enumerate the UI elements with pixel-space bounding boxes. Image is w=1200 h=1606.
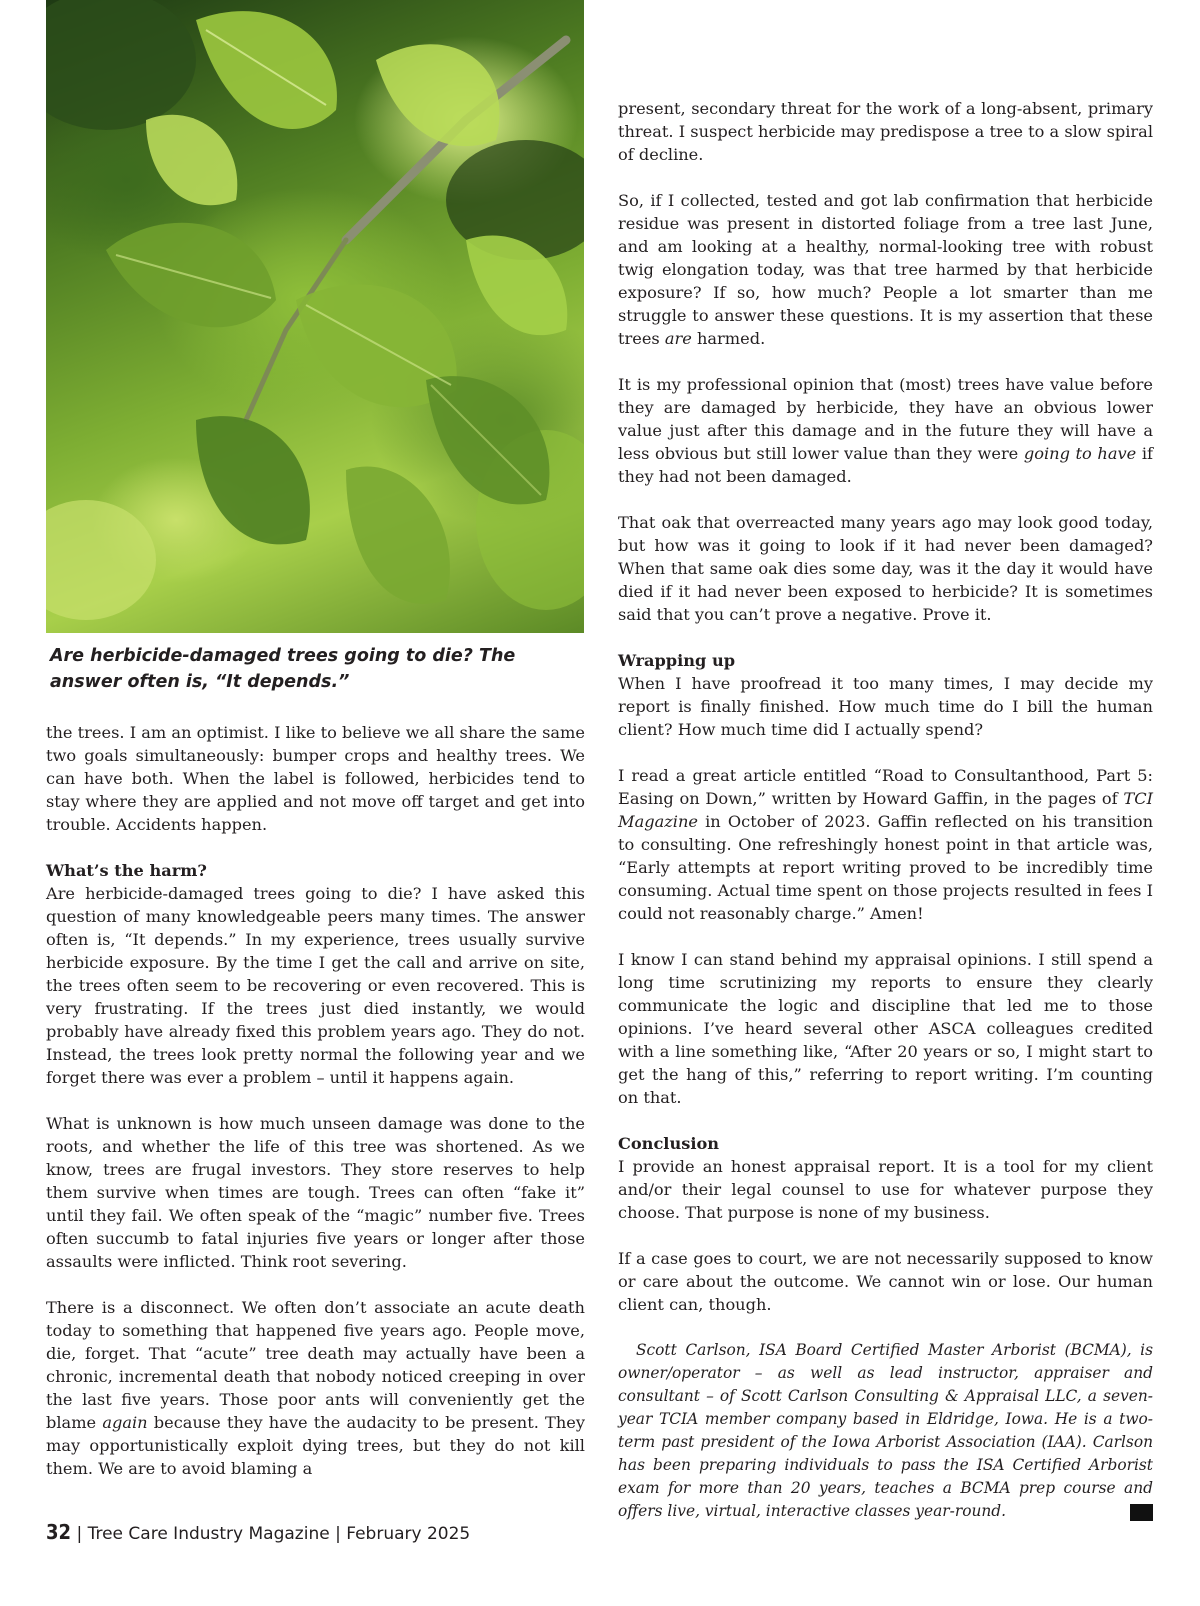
author-bio (618, 1339, 1153, 1523)
paragraph (46, 1296, 585, 1480)
page-footer (46, 1520, 470, 1544)
oak-leaves-illustration (46, 0, 584, 633)
text-run: It is my professional opinion that (most) trees have value before they are damaged by herbicide, they have an obvious lower value just after this damage and in the future they will have a less obvious but still lower value than they were (618, 375, 1153, 463)
paragraph: When I have proofread it too many times, I may decide my report is finally finished. How much time do I bill the human client? How much time did I actually spend? (618, 674, 1153, 739)
publication-name: Tree Care Industry Magazine (87, 1524, 330, 1544)
left-column (46, 721, 585, 1503)
oak-leaves-photo (46, 0, 584, 633)
emphasis: TCI Magazine (618, 789, 1153, 831)
section-heading-harm: What’s the harm? (46, 861, 207, 880)
paragraph: That oak that overreacted many years ago may look good today, but how was it going to look if it had never been damaged? When that same oak dies some day, was it the day it would have died if it had never been exposed to herbicide? It is sometimes said that you can’t prove a negative. Prove it. (618, 513, 1153, 624)
emphasis: are (664, 329, 692, 348)
footer-separator: | (71, 1524, 88, 1544)
text-run: if they had not been damaged. (618, 444, 1153, 486)
issue-date: February 2025 (346, 1524, 471, 1544)
text-run: because they have the audacity to be present. They may opportunistically exploit dying trees, but they do not kill them. We are to avoid blaming a (46, 1413, 585, 1478)
photo-caption: Are herbicide-damaged trees going to die? The answer often is, “It depends.” (50, 646, 516, 692)
footer-separator: | (329, 1524, 347, 1544)
paragraph: I know I can stand behind my appraisal opinions. I still spend a long time scrutinizing my reports to ensure they clearly communicate the logic and discipline that led me to those opinions. I’ve heard several other ASCA colleagues credited with a line something like, “After 20 years or so, I might start to get the hang of this,” referring to report writing. I’m counting on that. (618, 950, 1153, 1107)
paragraph: the trees. I am an optimist. I like to believe we all share the same two goals simultaneously: bumper crops and healthy trees. We can have both. When the label is followed, herbicides tend to stay where they are applied and not move off target and get into trouble. Accidents happen. (46, 723, 585, 834)
emphasis: again (102, 1413, 148, 1432)
text-run: So, if I collected, tested and got lab confirmation that herbicide residue was present in distorted foliage from a tree last June, and am looking at a healthy, normal-looking tree with robust twig elongation today, was that tree harmed by that herbicide exposure? If so, how much? People a lot smarter than me struggle to answer these questions. It is my assertion that these trees (618, 191, 1153, 348)
paragraph (618, 373, 1153, 488)
author-bio-text: Scott Carlson, ISA Board Certified Master Arborist (BCMA), is owner/operator – as well as lead instructor, appraiser and consultant – of Scott Carlson Consulting & Appraisal LLC, a seven-year TCIA member company based in Eldridge, Iowa. He is a two-term past president of the Iowa Arborist Association (IAA). Carlson has been preparing individuals to pass the ISA Certified Arborist exam for more than 20 years, teaches a BCMA prep course and offers live, virtual, interactive classes year-round. (618, 1341, 1153, 1520)
text-run: harmed. (691, 329, 766, 348)
right-column (618, 97, 1153, 1546)
text-run: There is a disconnect. We often don’t associate an acute death today to something that happened five years ago. People move, die, forget. That “acute” tree death may actually have been a chronic, incremental death that nobody noticed creeping in over the last five years. Those poor ants will conveniently get the blame (46, 1298, 585, 1432)
paragraph: present, secondary threat for the work of a long-absent, primary threat. I suspect herbicide may predispose a tree to a slow spiral of decline. (618, 99, 1153, 164)
section-heading-conclusion: Conclusion (618, 1134, 720, 1153)
page-number: 32 (46, 1520, 72, 1544)
paragraph: If a case goes to court, we are not necessarily supposed to know or care about the outcome. We cannot win or lose. Our human client can, though. (618, 1249, 1153, 1314)
paragraph: What is unknown is how much unseen damage was done to the roots, and whether the life of this tree was shortened. As we know, trees are frugal investors. They store reserves to help them survive when times are tough. Trees can often “fake it” until they fail. We often speak of the “magic” number five. Trees often succumb to fatal injuries five years or longer after those assaults were inflicted. Think root severing. (46, 1114, 585, 1271)
paragraph: Are herbicide-damaged trees going to die? I have asked this question of many knowledgeable peers many times. The answer often is, “It depends.” In my experience, trees usually survive herbicide exposure. By the time I get the call and arrive on site, the trees often seem to be recovering or even recovered. This is very frustrating. If the trees just died instantly, we would probably have already fixed this problem years ago. They do not. Instead, the trees look pretty normal the following year and we forget there was ever a problem – until it happens again. (46, 884, 585, 1087)
section-heading-wrapping-up: Wrapping up (618, 651, 736, 670)
text-run: I read a great article entitled “Road to Consultanthood, Part 5: Easing on Down,” written by Howard Gaffin, in the pages of (618, 766, 1153, 808)
paragraph (618, 189, 1153, 350)
emphasis: going to have (1023, 444, 1137, 463)
end-mark-icon (1130, 1504, 1153, 1521)
text-run: in October of 2023. Gaffin reflected on his transition to consulting. One refreshingly honest point in that article was, “Early attempts at report writing proved to be incredibly time consuming. Actual time spent on those projects resulted in fees I could not reasonably charge.” Amen! (618, 812, 1153, 923)
paragraph (618, 764, 1153, 925)
paragraph: I provide an honest appraisal report. It is a tool for my client and/or their legal counsel to use for whatever purpose they choose. That purpose is none of my business. (618, 1157, 1153, 1222)
